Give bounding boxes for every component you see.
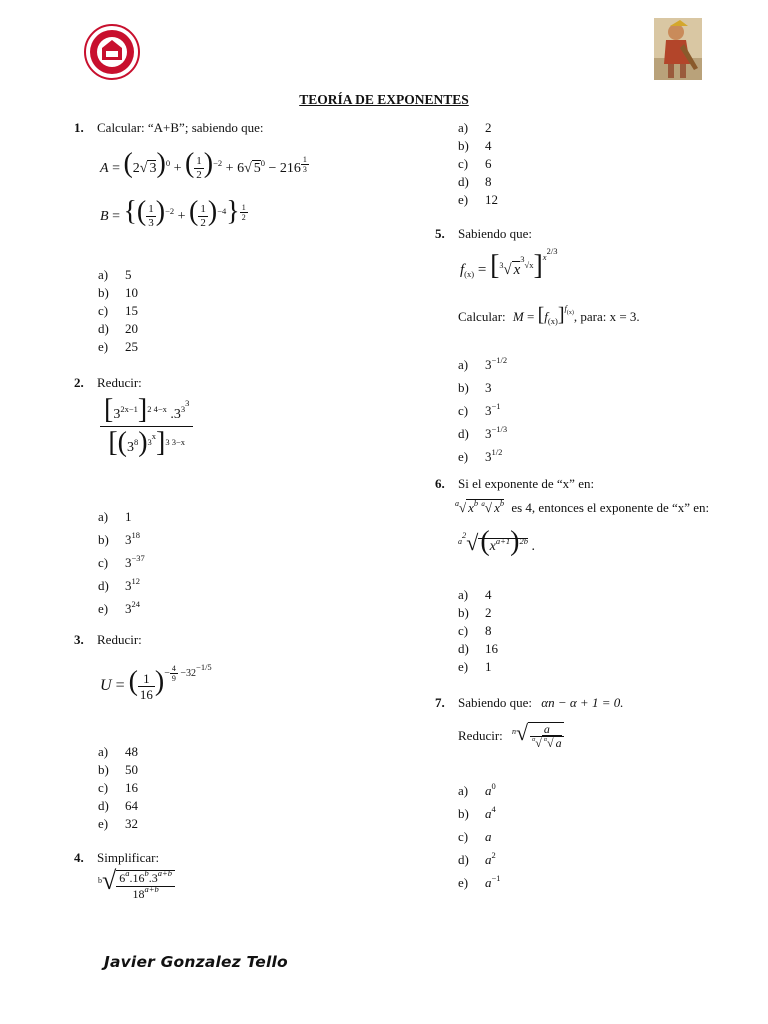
option: e) 25 (98, 339, 138, 354)
option: a) 1 (98, 509, 132, 524)
option: d) 16 (458, 641, 498, 656)
option: a) $3^{-1/2}$ (458, 355, 508, 372)
option: a) 48 (98, 744, 138, 759)
author-signature: Javier Gonzalez Tello (104, 953, 288, 971)
options-q4 (458, 119, 498, 209)
option: d) $a^2$ (458, 850, 496, 867)
option: c) 6 (458, 156, 492, 171)
formula-u: U = ( $\frac{1}{16}$ )$^{- \frac{4}{9} -32^{-1/5}}$ (100, 662, 212, 702)
equation: αn − α + 1 = 0. (541, 695, 624, 710)
question-3: 3. Reducir: (74, 632, 142, 647)
question-number: 1. (74, 120, 84, 135)
option: d) $3^{-1/3}$ (458, 424, 508, 441)
option: d) 20 (98, 321, 138, 336)
question-5: 5. Sabiendo que: (435, 226, 533, 241)
option: c) $3^{-1}$ (458, 401, 501, 418)
option: b) 4 (458, 138, 492, 153)
option: c) 15 (98, 303, 138, 318)
formula-f: $f_{(x)} = [^3√$ $x^{^3√x}]^{x^{2/3}}$ (460, 246, 558, 281)
university-seal-logo (84, 24, 140, 80)
option: a) 5 (98, 267, 132, 282)
option: d) 64 (98, 798, 138, 813)
reduce-line-q7: Reducir: $^n$√ $\frac{a}{^\alpha√ ^\alpha√ a}$ (458, 720, 564, 753)
formula-q4: $^b$√ $\frac{6^a.16^b.3^{a+b}}{18^{a+b}}$ (98, 866, 175, 902)
option: b) 2 (458, 605, 492, 620)
option: e) $a^{-1}$ (458, 873, 501, 890)
question-6: 6. Si el exponente de “x” en: (435, 476, 595, 491)
option: e) 12 (458, 192, 498, 207)
option: e) $3^{24}$ (98, 599, 140, 616)
options-q2 (98, 506, 145, 621)
option: b) 50 (98, 762, 138, 777)
question-4: 4. Simplificar: (74, 850, 160, 865)
options-q5 (458, 354, 507, 469)
option: a) 4 (458, 587, 492, 602)
option: d) 8 (458, 174, 492, 189)
formula-b: B = {( $\frac{1}{3}$ )$^{-2}$ + ( $\frac{1}{2}$ )$^{-4}$} $^{\frac{1}{2}}$ (100, 196, 246, 230)
formula-q6-line: $^a$√ $x^b$ $^a$√ $x^b$ es 4, entonces el exponente de “x” en: (455, 498, 710, 515)
option: e) $3^{1/2}$ (458, 447, 503, 464)
formula-q2: $\frac{[3^{2x-1}]^{2 4-x} .3^{3^3}}{[(3^8)^{3^x}]^{3 3-x}}$ (100, 396, 193, 457)
options-q6 (458, 586, 498, 676)
question-text: Calcular: “A+B”; sabiendo que: (97, 120, 264, 135)
option: b) $a^4$ (458, 804, 496, 821)
question-7: 7. Sabiendo que: αn − α + 1 = 0. (435, 695, 624, 710)
option: a) 2 (458, 120, 492, 135)
page-title: TEORÍA DE EXPONENTES (299, 92, 469, 107)
question-2: 2. Reducir: (74, 375, 142, 390)
options-q1 (98, 266, 138, 356)
warrior-portrait-image (654, 18, 702, 80)
option: b) 3 (458, 380, 492, 395)
formula-q6-radical: $^{a^2}√(x^{a+1})^{2b}$ . (458, 526, 535, 557)
option: c) 8 (458, 623, 492, 638)
options-q3 (98, 743, 138, 833)
option: b) $3^{18}$ (98, 530, 140, 547)
option: a) $a^0$ (458, 781, 496, 798)
option: b) 10 (98, 285, 138, 300)
option: c) $3^{-37}$ (98, 553, 145, 570)
option: d) $3^{12}$ (98, 576, 140, 593)
formula-a: A = (2√ 3)$^0$ + ( $\frac{1}{2}$ )$^{-2}$ + 6√ $5^0 - 216$ $^{\frac{1}{3}}$ (100, 148, 307, 182)
option: e) 32 (98, 816, 138, 831)
option: c) 16 (98, 780, 138, 795)
calc-line-q5: Calcular: $M = [f_{(x)}]^{f_{(x)}}$, para: x = 3. (458, 303, 640, 326)
question-1 (74, 120, 264, 136)
options-q7 (458, 780, 501, 895)
option: e) 1 (458, 659, 492, 674)
option: c) a (458, 829, 492, 844)
